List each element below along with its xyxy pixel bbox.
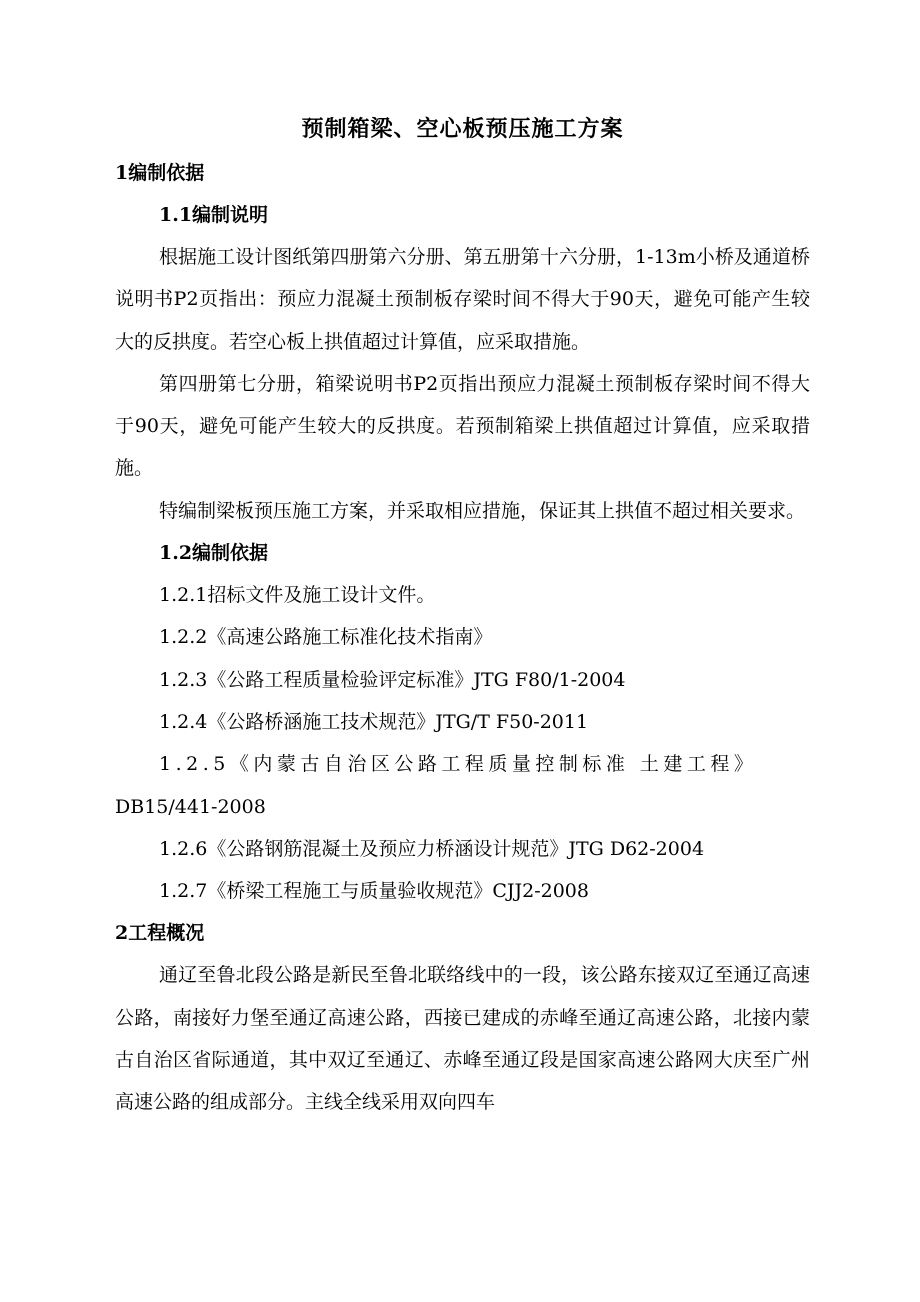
reference-item: 1.2.4《公路桥涵施工技术规范》JTG/T F50-2011 (159, 710, 589, 733)
reference-item: 1.2.7《桥梁工程施工与质量验收规范》CJJ2-2008 (159, 880, 589, 903)
section-1-2-heading: 1.2编制依据 (159, 542, 269, 565)
reference-item-continuation: DB15/441-2008 (115, 795, 266, 818)
paragraph: 第四册第七分册，箱梁说明书P2页指出预应力混凝土预制板存梁时间不得大于90天，避免可能产生较大的反拱度。若预制箱梁上拱值超过计算值，应采取措施。 (115, 372, 810, 480)
reference-item: 1.2.3《公路工程质量检验评定标准》JTG F80/1-2004 (159, 668, 626, 691)
section-1-heading: 1编制依据 (115, 162, 205, 184)
paragraph: 根据施工设计图纸第四册第六分册、第五册第十六分册，1-13m小桥及通道桥说明书P2页指出：预应力混凝土预制板存梁时间不得大于90天，避免可能产生较大的反拱度。若空心板上拱值超过计算值，应采取措施。 (115, 246, 810, 353)
reference-item: 1.2.5《内蒙古自治区公路工程质量控制标准 土建工程》 (159, 753, 758, 776)
section-1-1-heading: 1.1编制说明 (159, 204, 269, 226)
section-2-heading: 2工程概况 (115, 922, 205, 945)
reference-item: 1.2.6《公路钢筋混凝土及预应力桥涵设计规范》JTG D62-2004 (159, 837, 705, 860)
paragraph: 特编制梁板预压施工方案，并采取相应措施，保证其上拱值不超过相关要求。 (159, 499, 806, 522)
document-title: 预制箱梁、空心板预压施工方案 (301, 116, 624, 142)
reference-item: 1.2.1招标文件及施工设计文件。 (159, 584, 436, 607)
reference-item: 1.2.2《高速公路施工标准化技术指南》 (159, 626, 493, 649)
document-page (115, 112, 810, 1124)
paragraph: 通辽至鲁北段公路是新民至鲁北联络线中的一段，该公路东接双辽至通辽高速公路，南接好力堡至通辽高速公路，西接已建成的赤峰至通辽高速公路，北接内蒙古自治区省际通道，其中双辽至通辽、赤峰至通辽段是国家高速公路网大庆至广州高速公路的组成部分。主线全线采用双向四车 (115, 964, 810, 1114)
